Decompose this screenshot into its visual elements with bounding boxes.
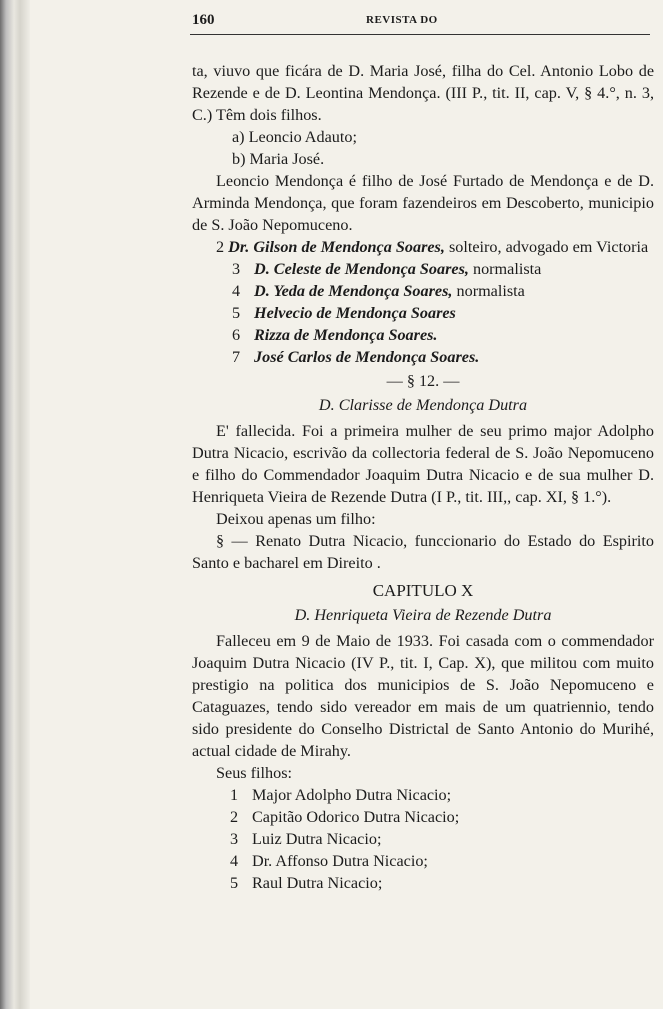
section-mark: — § 12. — <box>386 372 460 390</box>
list-item: 5 Helvecio de Mendonça Soares <box>232 304 456 322</box>
list-item: 5 Raul Dutra Nicacio; <box>230 874 383 892</box>
paragraph-clarisse: E' fallecida. Foi a primeira mulher de seu primo major Adolpho Dutra Nicacio, escrivão da collectoria federal de S. João Nepomuceno e filho do Commendador Joaquim Dutra Nicacio e de sua mulher D. Henriqueta Vieira de Rezende Dutra (I P., tit. III,, cap. XI, § 1.°). <box>192 422 654 506</box>
list-item: 4 Dr. Affonso Dutra Nicacio; <box>230 852 428 870</box>
list-item: 4 D. Yeda de Mendonça Soares, normalista <box>232 282 525 300</box>
list-item: 2 Capitão Odorico Dutra Nicacio; <box>230 808 460 826</box>
running-title: REVISTA DO <box>366 14 438 26</box>
list-item: a) Leoncio Adauto; <box>232 128 357 146</box>
paragraph-deixou: Deixou apenas um filho: <box>216 510 376 528</box>
list-item: 3 D. Celeste de Mendonça Soares, normalista <box>232 260 542 278</box>
paragraph-seus-filhos: Seus filhos: <box>216 764 292 782</box>
book-page <box>42 8 660 892</box>
person-name: Dr. Gilson de Mendonça Soares, <box>228 238 445 256</box>
paragraph-intro: ta, viuvo que ficára de D. Maria José, filha do Cel. Antonio Lobo de Rezende e de D. Leontina Mendonça. (III P., tit. II, cap. V, § 4.°, n. 3, C.) Têm dois filhos. <box>192 62 654 124</box>
person-name: D. Celeste de Mendonça Soares, <box>254 260 469 278</box>
page-body <box>192 60 654 894</box>
list-item: 2 Dr. Gilson de Mendonça Soares, solteiro, advogado em Victoria <box>216 238 649 256</box>
list-item: 7 José Carlos de Mendonça Soares. <box>232 348 480 366</box>
header-rule <box>190 34 650 35</box>
list-item: 6 Rizza de Mendonça Soares. <box>232 326 438 344</box>
page-number: 160 <box>192 12 215 28</box>
page-header <box>42 8 660 30</box>
chapter-title: D. Henriqueta Vieira de Rezende Dutra <box>294 606 552 624</box>
paragraph-renato: § — Renato Dutra Nicacio, funccionario do Estado do Espirito Santo e bacharel em Direito . <box>192 532 654 572</box>
chapter-heading: CAPITULO X <box>372 581 474 600</box>
section-title: D. Clarisse de Mendonça Dutra <box>318 396 528 414</box>
book-binding-shadow <box>0 0 30 1009</box>
list-item: 1 Major Adolpho Dutra Nicacio; <box>230 786 452 804</box>
person-name: José Carlos de Mendonça Soares. <box>254 348 480 366</box>
person-name: Helvecio de Mendonça Soares <box>254 304 456 322</box>
paragraph-henriqueta: Falleceu em 9 de Maio de 1933. Foi casada com o commendador Joaquim Dutra Nicacio (IV P., tit. I, Cap. X), que militou com muito prestigio na politica dos municipios de S. João Nepomuceno e Cataguazes, tendo sido vereador em mais de um quatriennio, tendo sido presidente do Conselho Districtal de Santo Antonio do Murihé, actual cidade de Mirahy. <box>192 632 654 760</box>
person-name: Rizza de Mendonça Soares. <box>254 326 438 344</box>
paragraph-leoncio: Leoncio Mendonça é filho de José Furtado de Mendonça e de D. Arminda Mendonça, que foram fazendeiros em Descoberto, municipio de S. João Nepomuceno. <box>192 172 654 234</box>
person-name: D. Yeda de Mendonça Soares, <box>254 282 453 300</box>
list-item: 3 Luiz Dutra Nicacio; <box>230 830 382 848</box>
list-item: b) Maria José. <box>232 150 325 168</box>
